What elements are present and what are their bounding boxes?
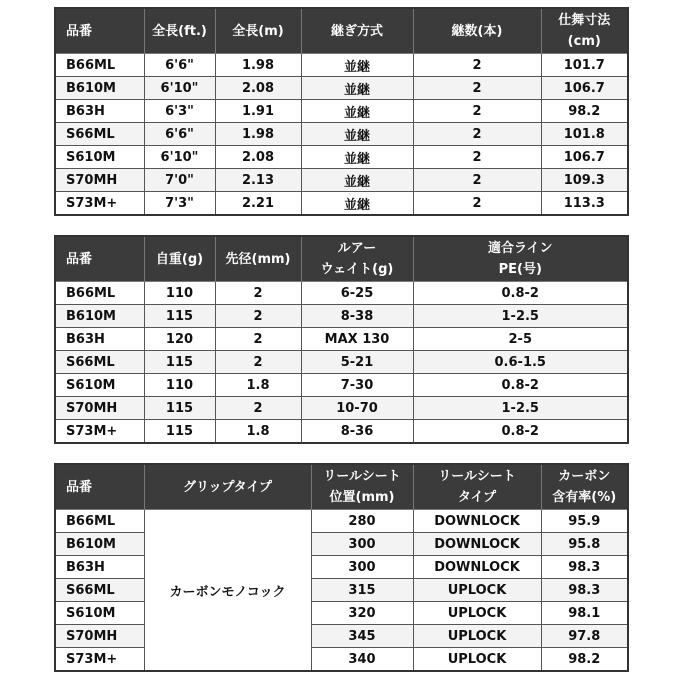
cell-product-code: S73M+: [55, 420, 144, 444]
cell-carbon-content: 98.3: [541, 556, 628, 579]
cell-reelseat-type: DOWNLOCK: [413, 556, 541, 579]
header-pieces: 継数(本): [413, 8, 541, 54]
cell-length-m: 2.08: [215, 77, 301, 100]
cell-product-code: B63H: [55, 556, 144, 579]
cell-closed-length: 113.3: [541, 192, 628, 216]
cell-length-ft: 6'6": [144, 54, 215, 77]
cell-length-m: 1.91: [215, 100, 301, 123]
cell-joint-type: 並継: [301, 169, 413, 192]
table-row: [55, 192, 628, 216]
cell-length-ft: 6'6": [144, 123, 215, 146]
cell-reelseat-type: UPLOCK: [413, 625, 541, 648]
table-row: [55, 397, 628, 420]
cell-length-m: 2.08: [215, 146, 301, 169]
table-row: [55, 305, 628, 328]
cell-reelseat-position: 320: [311, 602, 413, 625]
cell-product-code: S70MH: [55, 397, 144, 420]
cell-lure-weight: 10-70: [301, 397, 413, 420]
cell-joint-type: 並継: [301, 146, 413, 169]
cell-product-code: B66ML: [55, 510, 144, 533]
cell-closed-length: 106.7: [541, 146, 628, 169]
cell-tip-diameter: 2: [215, 328, 301, 351]
cell-tip-diameter: 1.8: [215, 374, 301, 397]
table-row: [55, 374, 628, 397]
cell-carbon-content: 95.8: [541, 533, 628, 556]
cell-weight: 120: [144, 328, 215, 351]
cell-reelseat-type: UPLOCK: [413, 602, 541, 625]
header-length-m: 全長(m): [215, 8, 301, 54]
table-header-row: [55, 8, 628, 54]
header-line: [413, 236, 628, 282]
cell-pieces: 2: [413, 192, 541, 216]
spec-table-weight: [54, 235, 629, 444]
header-carbon-content-line2: 含有率(%): [552, 490, 617, 505]
cell-pieces: 2: [413, 123, 541, 146]
cell-closed-length: 98.2: [541, 100, 628, 123]
table-row: [55, 510, 628, 533]
cell-product-code: S70MH: [55, 625, 144, 648]
cell-carbon-content: 98.2: [541, 648, 628, 672]
cell-line-pe: 0.6-1.5: [413, 351, 628, 374]
cell-pieces: 2: [413, 146, 541, 169]
header-reelseat-position-line2: 位置(mm): [329, 490, 395, 505]
table-row: [55, 282, 628, 305]
table-header-row: [55, 464, 628, 510]
cell-tip-diameter: 1.8: [215, 420, 301, 444]
cell-carbon-content: 97.8: [541, 625, 628, 648]
table-row: [55, 54, 628, 77]
spec-table-length: [54, 7, 629, 216]
cell-reelseat-position: 300: [311, 533, 413, 556]
table-row: [55, 77, 628, 100]
cell-length-ft: 6'10": [144, 146, 215, 169]
cell-length-ft: 7'0": [144, 169, 215, 192]
cell-lure-weight: MAX 130: [301, 328, 413, 351]
cell-carbon-content: 98.1: [541, 602, 628, 625]
cell-joint-type: 並継: [301, 123, 413, 146]
cell-product-code: S73M+: [55, 192, 144, 216]
header-product-code: 品番: [55, 464, 144, 510]
header-carbon-content: [541, 464, 628, 510]
cell-weight: 115: [144, 420, 215, 444]
header-reelseat-type: [413, 464, 541, 510]
cell-lure-weight: 7-30: [301, 374, 413, 397]
cell-length-m: 2.13: [215, 169, 301, 192]
cell-closed-length: 101.8: [541, 123, 628, 146]
cell-grip-type: カーボンモノコック: [144, 510, 311, 672]
header-reelseat-type-line2: タイプ: [457, 490, 497, 505]
header-reelseat-type-line1: リールシート: [438, 469, 516, 484]
cell-length-m: 1.98: [215, 54, 301, 77]
header-product-code: 品番: [55, 8, 144, 54]
cell-product-code: B63H: [55, 100, 144, 123]
table-row: [55, 169, 628, 192]
table-row: [55, 100, 628, 123]
cell-line-pe: 2-5: [413, 328, 628, 351]
table-row: [55, 328, 628, 351]
cell-pieces: 2: [413, 100, 541, 123]
cell-weight: 115: [144, 305, 215, 328]
cell-tip-diameter: 2: [215, 282, 301, 305]
table-row: [55, 146, 628, 169]
header-reelseat-position: [311, 464, 413, 510]
cell-carbon-content: 98.3: [541, 579, 628, 602]
table-row: [55, 648, 628, 672]
cell-weight: 115: [144, 397, 215, 420]
cell-lure-weight: 6-25: [301, 282, 413, 305]
cell-reelseat-position: 345: [311, 625, 413, 648]
header-lure-weight-line2: ウェイト(g): [320, 262, 394, 277]
header-joint-type: 継ぎ方式: [301, 8, 413, 54]
cell-product-code: B610M: [55, 305, 144, 328]
table-row: [55, 602, 628, 625]
cell-product-code: B63H: [55, 328, 144, 351]
header-line-line1: 適合ライン: [487, 241, 553, 256]
cell-reelseat-type: DOWNLOCK: [413, 533, 541, 556]
cell-tip-diameter: 2: [215, 351, 301, 374]
header-closed-length: [541, 8, 628, 54]
cell-product-code: S610M: [55, 602, 144, 625]
cell-lure-weight: 5-21: [301, 351, 413, 374]
header-line-line2: PE(号): [498, 262, 542, 277]
spec-table-reelseat: [54, 463, 629, 672]
header-closed-length-line1: 仕舞寸法: [558, 13, 611, 28]
cell-product-code: B66ML: [55, 54, 144, 77]
cell-product-code: S66ML: [55, 123, 144, 146]
cell-product-code: S66ML: [55, 579, 144, 602]
cell-product-code: S70MH: [55, 169, 144, 192]
cell-tip-diameter: 2: [215, 397, 301, 420]
cell-line-pe: 0.8-2: [413, 282, 628, 305]
cell-closed-length: 106.7: [541, 77, 628, 100]
cell-pieces: 2: [413, 54, 541, 77]
cell-tip-diameter: 2: [215, 305, 301, 328]
cell-product-code: B610M: [55, 533, 144, 556]
table-row: [55, 351, 628, 374]
cell-product-code: B66ML: [55, 282, 144, 305]
table-row: [55, 579, 628, 602]
table-row: [55, 123, 628, 146]
header-carbon-content-line1: カーボン: [558, 469, 611, 484]
header-reelseat-position-line1: リールシート: [323, 469, 401, 484]
cell-weight: 110: [144, 282, 215, 305]
cell-reelseat-type: UPLOCK: [413, 648, 541, 672]
header-lure-weight: [301, 236, 413, 282]
header-length-ft: 全長(ft.): [144, 8, 215, 54]
cell-carbon-content: 95.9: [541, 510, 628, 533]
cell-joint-type: 並継: [301, 54, 413, 77]
cell-product-code: S66ML: [55, 351, 144, 374]
cell-joint-type: 並継: [301, 100, 413, 123]
header-grip-type: グリップタイプ: [144, 464, 311, 510]
cell-reelseat-position: 340: [311, 648, 413, 672]
cell-pieces: 2: [413, 77, 541, 100]
cell-length-ft: 6'10": [144, 77, 215, 100]
cell-joint-type: 並継: [301, 77, 413, 100]
cell-closed-length: 101.7: [541, 54, 628, 77]
cell-weight: 110: [144, 374, 215, 397]
cell-closed-length: 109.3: [541, 169, 628, 192]
header-product-code: 品番: [55, 236, 144, 282]
cell-lure-weight: 8-38: [301, 305, 413, 328]
cell-reelseat-type: UPLOCK: [413, 579, 541, 602]
table-row: [55, 420, 628, 444]
cell-reelseat-position: 300: [311, 556, 413, 579]
header-weight: 自重(g): [144, 236, 215, 282]
cell-reelseat-position: 315: [311, 579, 413, 602]
cell-pieces: 2: [413, 169, 541, 192]
cell-joint-type: 並継: [301, 192, 413, 216]
header-closed-length-line2: (cm): [567, 34, 601, 49]
cell-line-pe: 0.8-2: [413, 420, 628, 444]
table-header-row: [55, 236, 628, 282]
cell-weight: 115: [144, 351, 215, 374]
cell-length-ft: 6'3": [144, 100, 215, 123]
cell-length-ft: 7'3": [144, 192, 215, 216]
cell-lure-weight: 8-36: [301, 420, 413, 444]
cell-product-code: S73M+: [55, 648, 144, 672]
cell-reelseat-type: DOWNLOCK: [413, 510, 541, 533]
header-tip-diameter: 先径(mm): [215, 236, 301, 282]
cell-reelseat-position: 280: [311, 510, 413, 533]
cell-length-m: 1.98: [215, 123, 301, 146]
cell-product-code: B610M: [55, 77, 144, 100]
cell-line-pe: 1-2.5: [413, 397, 628, 420]
cell-line-pe: 1-2.5: [413, 305, 628, 328]
table-row: [55, 556, 628, 579]
table-row: [55, 533, 628, 556]
cell-length-m: 2.21: [215, 192, 301, 216]
table-row: [55, 625, 628, 648]
header-lure-weight-line1: ルアー: [337, 241, 377, 256]
cell-product-code: S610M: [55, 374, 144, 397]
cell-product-code: S610M: [55, 146, 144, 169]
cell-line-pe: 0.8-2: [413, 374, 628, 397]
